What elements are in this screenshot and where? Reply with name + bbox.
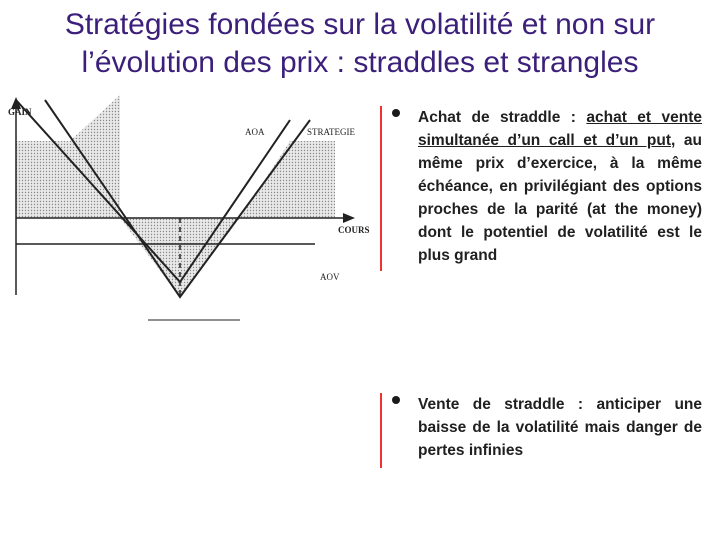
bullet-prefix: Achat de straddle : [418,109,587,126]
bullet-dot-icon [392,396,400,404]
x-axis-arrow [343,213,355,223]
bullet-suffix: , au même prix d’exercice, à la même échéance, en privilégiant des options proches de la parité (at the money) dont le potentiel de volatilité est le plus grand [418,132,702,264]
bullet-underlined-text: achat et vente simultanée d’un call et d’un put [418,109,702,149]
bullet-item [380,393,702,468]
straddle-payoff-diagram [0,95,385,335]
bullet-item [380,106,702,271]
bullet-dot-icon [392,109,400,117]
bullet-text [418,106,702,267]
bullet-text: Vente de straddle : anticiper une baisse de la volatilité mais danger de pertes infinies [418,396,702,459]
gain-label: GAIN [8,107,32,117]
aov-label: AOV [320,272,340,282]
payoff-svg [0,95,385,335]
upper-shaded-region-right [240,141,335,218]
strategie-label: STRATEGIE [307,127,355,137]
slide-title: Stratégies fondées sur la volatilité et non sur l’évolution des prix : straddles et strangles [64,8,656,79]
cours-label: COURS [338,225,370,235]
aoa-label: AOA [245,127,265,137]
